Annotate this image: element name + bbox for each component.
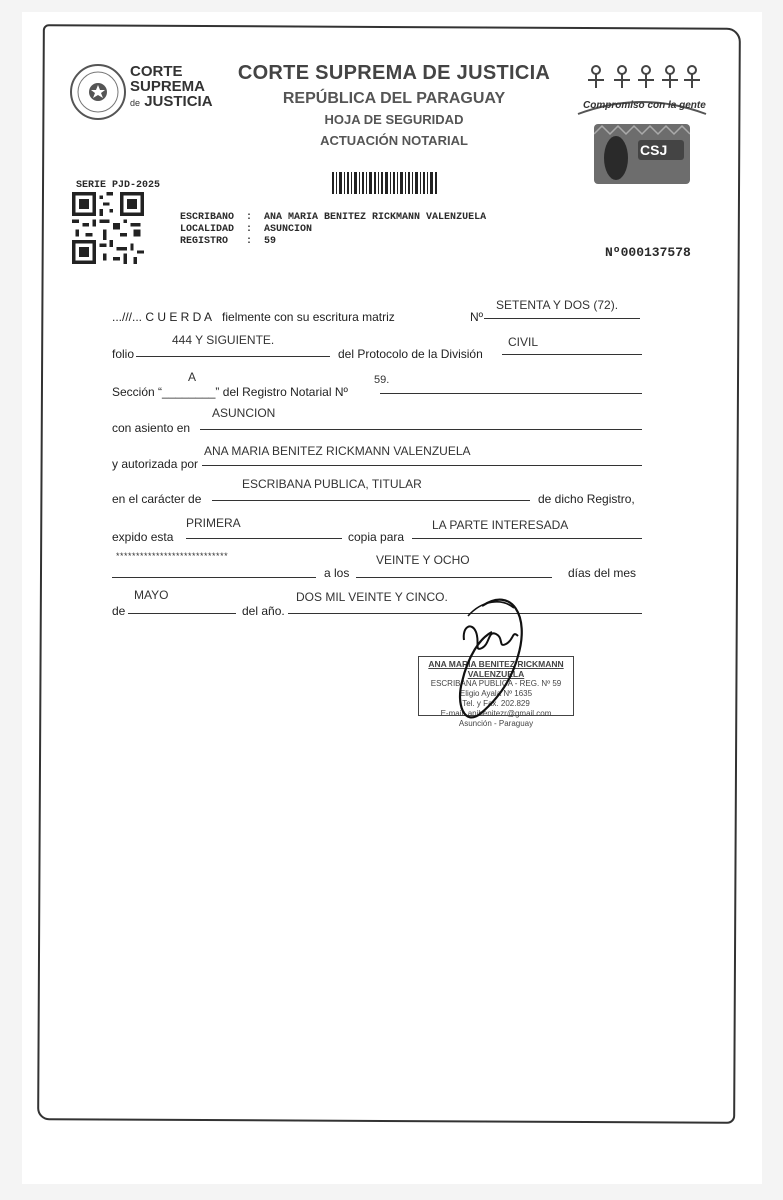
barcode — [332, 172, 438, 194]
caracter-value: ESCRIBANA PUBLICA, TITULAR — [242, 477, 422, 491]
matriz-value: SETENTA Y DOS (72). — [496, 298, 619, 312]
csj-logo-text: CORTE SUPREMA de JUSTICIA — [130, 63, 213, 110]
copia-label: copia para — [348, 530, 405, 544]
qr-code — [72, 192, 144, 264]
caracter-underline — [212, 500, 530, 501]
asiento-value: ASUNCION — [212, 406, 276, 420]
expido-label: expido esta — [112, 530, 174, 544]
document-subtitle: REPÚBLICA DEL PARAGUAY — [282, 90, 506, 107]
autorizada-label: y autorizada por — [112, 457, 199, 471]
autorizada-underline — [202, 465, 642, 466]
registro-value: 59. — [374, 374, 390, 386]
cuerda-text: ...///... C U E R D A fielmente con su escritura matriz — [112, 310, 395, 324]
escribano-row: ESCRIBANO : ANA MARIA BENITEZ RICKMANN VALENZUELA — [180, 212, 487, 223]
national-seal-icon — [68, 62, 128, 122]
dicho-registro-label: de dicho Registro, — [538, 492, 635, 506]
registro-row: REGISTRO : 59 — [180, 236, 277, 247]
autorizada-value: ANA MARIA BENITEZ RICKMANN VALENZUELA — [204, 444, 471, 458]
mes-underline — [128, 613, 236, 614]
serie-label: SERIE PJD-2025 — [76, 180, 161, 191]
localidad-row: LOCALIDAD : ASUNCION — [180, 224, 313, 235]
notary-signature — [452, 586, 532, 726]
document-subtype: ACTUACIÓN NOTARIAL — [320, 133, 468, 148]
anio-label: del año. — [242, 604, 285, 618]
anio-value: DOS MIL VEINTE Y CINCO. — [296, 590, 448, 604]
alos-underline — [356, 577, 552, 578]
protocolo-label: del Protocolo de la División — [338, 347, 483, 361]
alos-label: a los — [324, 566, 350, 580]
seccion-label: Sección “________” del Registro Notarial Nº — [112, 385, 348, 399]
division-underline — [502, 354, 642, 355]
copia-underline — [412, 538, 642, 539]
document-type: HOJA DE SEGURIDAD — [324, 112, 464, 127]
document-title: CORTE SUPREMA DE JUSTICIA — [237, 62, 551, 84]
asiento-label: con asiento en — [112, 421, 191, 435]
registro-underline — [380, 393, 642, 394]
asiento-underline — [200, 429, 642, 430]
alos-value: VEINTE Y OCHO — [376, 553, 470, 567]
csj-hologram-label: CSJ — [640, 142, 668, 158]
expido-underline — [186, 538, 342, 539]
de-label: de — [112, 604, 126, 618]
folio-underline — [136, 356, 330, 357]
caracter-label: en el carácter de — [112, 492, 202, 506]
matriz-no-label: Nº — [470, 310, 484, 324]
expido-value: PRIMERA — [186, 516, 241, 530]
copia-value: LA PARTE INTERESADA — [432, 518, 569, 532]
folio-value: 444 Y SIGUIENTE. — [172, 333, 275, 347]
compromiso-label: Compromiso con la gente — [583, 100, 706, 111]
dias-label: días del mes — [568, 566, 637, 580]
folio-label: folio — [112, 347, 135, 361]
document-number: Nº000137578 — [605, 245, 691, 260]
asterisk-filler: **************************** — [116, 551, 229, 561]
matriz-underline — [484, 318, 640, 319]
asterisk-underline — [112, 577, 316, 578]
notary-stamp: ANA MARIA BENITEZ RICKMANN VALENZUELA ESCRIBANA PUBLICA - REG. Nº 59 Eligio Ayala Nº 1635 Tel. y Fax. 202.829 E-mail: anibenitezr@gmail.com Asunción - Paraguay — [418, 656, 574, 716]
seccion-value: A — [188, 370, 197, 384]
division-value: CIVIL — [508, 335, 539, 349]
mes-value: MAYO — [134, 588, 169, 602]
